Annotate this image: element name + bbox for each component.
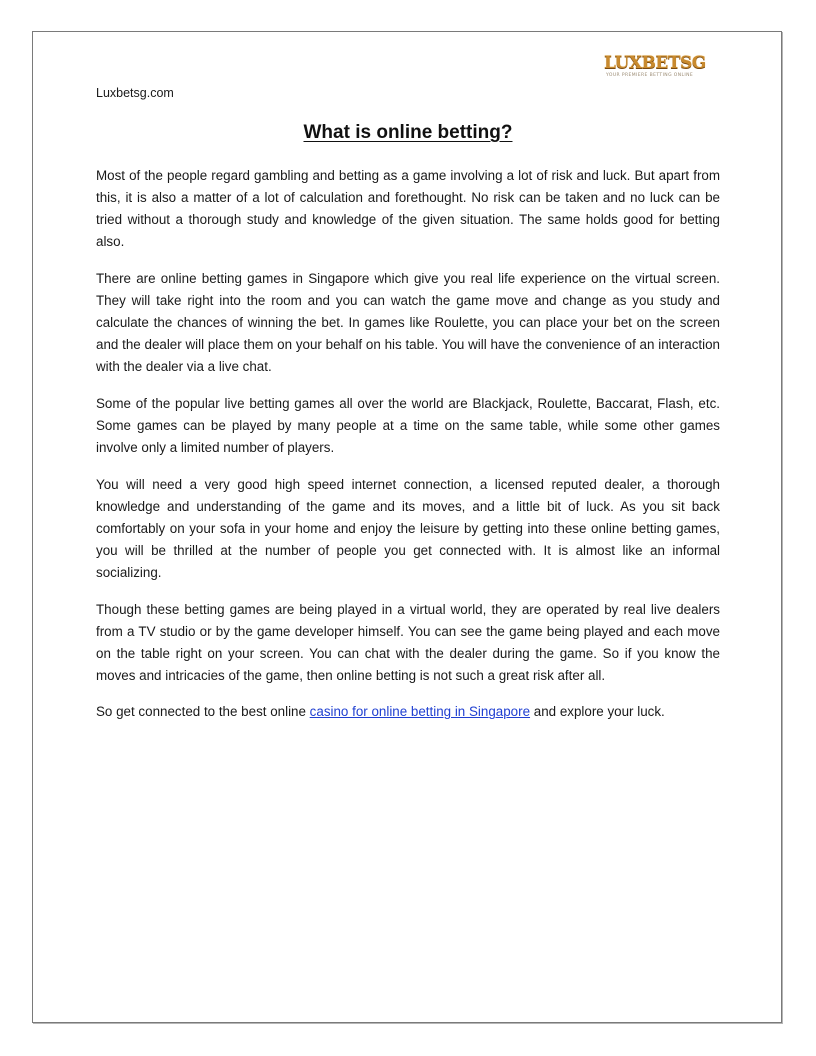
closing-paragraph — [96, 701, 720, 723]
luxbetsg-logo[interactable] — [604, 53, 706, 84]
paragraph-2: There are online betting games in Singapore which give you real life experience on the virtual screen. They will take right into the room and you can watch the game move and change as you study and calculate the chances of winning the bet. In games like Roulette, you can place your bet on the screen and the dealer will place them on your behalf on his table. You will have the convenience of an interaction with the dealer via a live chat. — [96, 270, 720, 375]
paragraph-4: You will need a very good high speed internet connection, a licensed reputed dealer, a thorough knowledge and understanding of the game and its moves, and a little bit of luck. As you sit back comfortably on your sofa in your home and enjoy the leisure by getting into these online betting games, you will be thrilled at the number of people you get connected with. It is almost like an informal socializing. — [96, 476, 720, 580]
article-body — [96, 165, 720, 738]
header-site-name: Luxbetsg.com — [96, 86, 174, 100]
casino-link[interactable]: casino for online betting in Singapore — [309, 704, 531, 720]
paragraph-3: Some of the popular live betting games all over the world are Blackjack, Roulette, Baccarat, Flash, etc. Some games can be played by many people at a time on the same table, while some other games involve only a limited number of players. — [96, 395, 720, 456]
page-title: What is online betting? — [303, 122, 513, 143]
closing-text-after: and explore your luck. — [530, 704, 665, 720]
closing-text-before: So get connected to the best online — [96, 704, 310, 720]
logo-wordmark: LUXBETSG — [604, 53, 706, 73]
paragraph-5: Though these betting games are being played in a virtual world, they are operated by real live dealers from a TV studio or by the game developer himself. You can see the game being played and each move on the table right on your screen. You can chat with the dealer during the game. So if you know the moves and intricacies of the game, then online betting is not such a great risk after all. — [96, 601, 720, 683]
logo-tagline: YOUR PREMIERE BETTING ONLINE — [606, 73, 694, 78]
paragraph-1: Most of the people regard gambling and betting as a game involving a lot of risk and luck. But apart from this, it is also a matter of a lot of calculation and forethought. No risk can be taken and no luck can be tried without a thorough study and knowledge of the given situation. The same holds good for betting also. — [96, 168, 720, 250]
